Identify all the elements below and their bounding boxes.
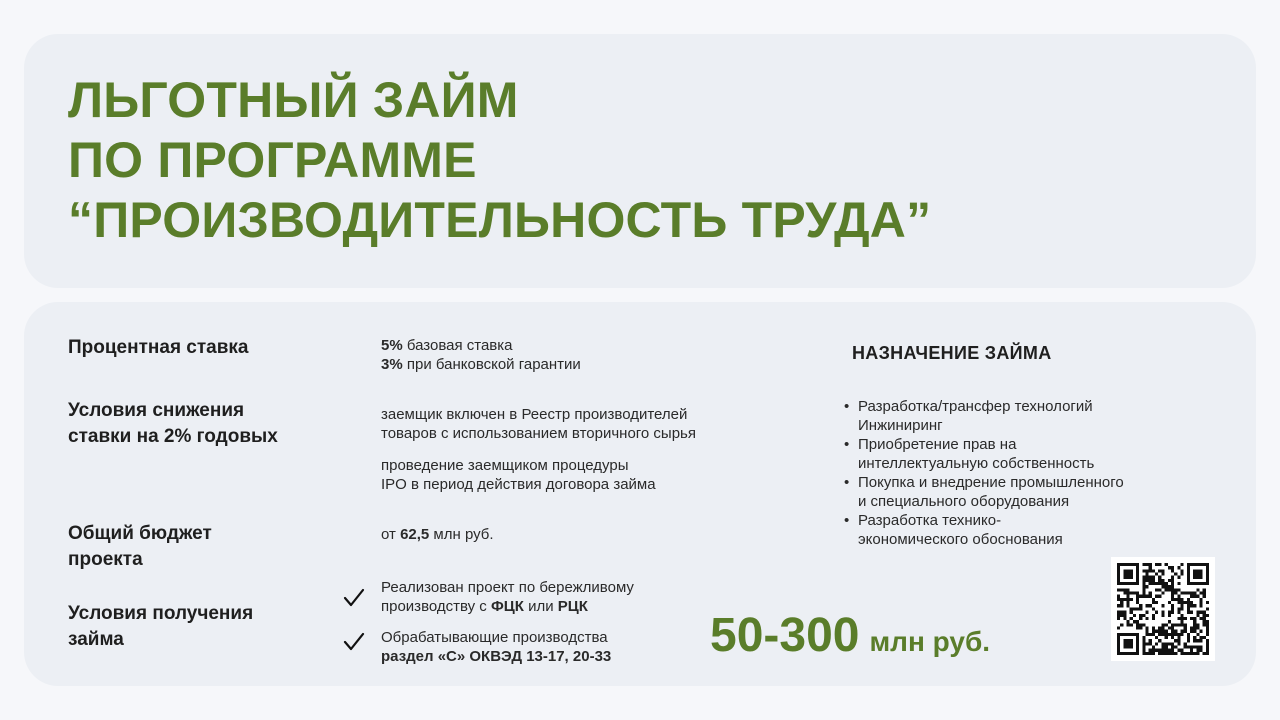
budget-label-line-1: Общий бюджет xyxy=(68,523,212,544)
title-line-3: “ПРОИЗВОДИТЕЛЬНОСТЬ ТРУДА” xyxy=(68,192,932,248)
check-icon xyxy=(342,586,366,610)
rate-base-text: базовая ставка xyxy=(402,337,513,354)
purpose-item-line-1: • Разработка/трансфер технологий xyxy=(858,398,1093,415)
budget-suffix: млн руб. xyxy=(429,526,494,543)
loan-amount-range: 50-300 xyxy=(710,609,860,662)
purpose-item-line-1: • Покупка и внедрение промышленного xyxy=(858,474,1124,491)
budget-prefix: от xyxy=(381,526,401,543)
reduction-condition-2 xyxy=(381,456,656,494)
conditions-label-line-2: займа xyxy=(68,629,124,650)
reduction-condition-1-line-1: заемщик включен в Реестр производителей xyxy=(381,406,688,423)
condition-item-1-line-2 xyxy=(381,597,634,616)
loan-amount xyxy=(710,608,990,664)
purpose-item-line-2: Инжиниринг xyxy=(858,417,943,434)
purpose-item-line-1: • Разработка технико- xyxy=(858,512,1002,529)
condition-item-1-prefix: производству с xyxy=(381,598,491,615)
purpose-item xyxy=(842,397,1202,435)
page-title xyxy=(68,70,931,250)
purpose-item xyxy=(842,435,1202,473)
budget-amount: 62,5 xyxy=(400,526,430,543)
check-icon xyxy=(342,630,366,654)
purpose-item-line-2: экономического обоснования xyxy=(858,531,1063,548)
conditions-label-line-1: Условия получения xyxy=(68,603,254,624)
rate-guarantee-value: 3% xyxy=(381,356,403,373)
rate-guarantee xyxy=(381,355,581,374)
condition-item-2-line-1: Обрабатывающие производства xyxy=(381,629,608,646)
rate-label: Процентная ставка xyxy=(68,337,249,358)
purpose-heading: НАЗНАЧЕНИЕ ЗАЙМА xyxy=(852,343,1052,363)
condition-item-1-or: или xyxy=(523,598,558,615)
rate-values xyxy=(381,336,581,374)
condition-item-1-org-2: РЦК xyxy=(557,598,588,615)
purpose-item-line-1: • Приобретение прав на xyxy=(858,436,1017,453)
reduction-condition-1 xyxy=(381,405,696,443)
title-line-1: ЛЬГОТНЫЙ ЗАЙМ xyxy=(68,72,519,128)
reduction-condition-2-line-1: проведение заемщиком процедуры xyxy=(381,457,629,474)
qr-code-icon[interactable] xyxy=(1111,557,1215,661)
condition-item-2-line-2: раздел «С» ОКВЭД 13-17, 20-33 xyxy=(381,648,612,665)
title-line-2: ПО ПРОГРАММЕ xyxy=(68,132,477,188)
purpose-item-line-2: интеллектуальную собственность xyxy=(858,455,1095,472)
rate-guarantee-text: при банковской гарантии xyxy=(402,356,581,373)
purpose-item-line-2: и специального оборудования xyxy=(858,493,1070,510)
condition-item-2 xyxy=(381,628,611,666)
reduction-label xyxy=(68,398,278,450)
rate-base xyxy=(381,336,581,355)
conditions-label xyxy=(68,601,253,653)
purpose-item xyxy=(842,473,1202,511)
reduction-label-line-1: Условия снижения xyxy=(68,400,245,421)
purpose-item xyxy=(842,511,1202,549)
reduction-condition-2-line-2: IPO в период действия договора займа xyxy=(381,476,656,493)
condition-item-1-line-1: Реализован проект по бережливому xyxy=(381,579,634,596)
budget-label-line-2: проекта xyxy=(68,549,143,570)
reduction-label-line-2: ставки на 2% годовых xyxy=(68,426,278,447)
rate-base-value: 5% xyxy=(381,337,403,354)
condition-item-1 xyxy=(381,578,634,616)
loan-amount-unit: млн руб. xyxy=(869,626,991,657)
reduction-condition-1-line-2: товаров с использованием вторичного сырья xyxy=(381,425,696,442)
qr-code-graphic xyxy=(1117,563,1209,655)
purpose-list xyxy=(842,397,1202,549)
budget-label xyxy=(68,521,212,573)
budget-value xyxy=(381,525,494,544)
condition-item-1-org-1: ФЦК xyxy=(490,598,524,615)
